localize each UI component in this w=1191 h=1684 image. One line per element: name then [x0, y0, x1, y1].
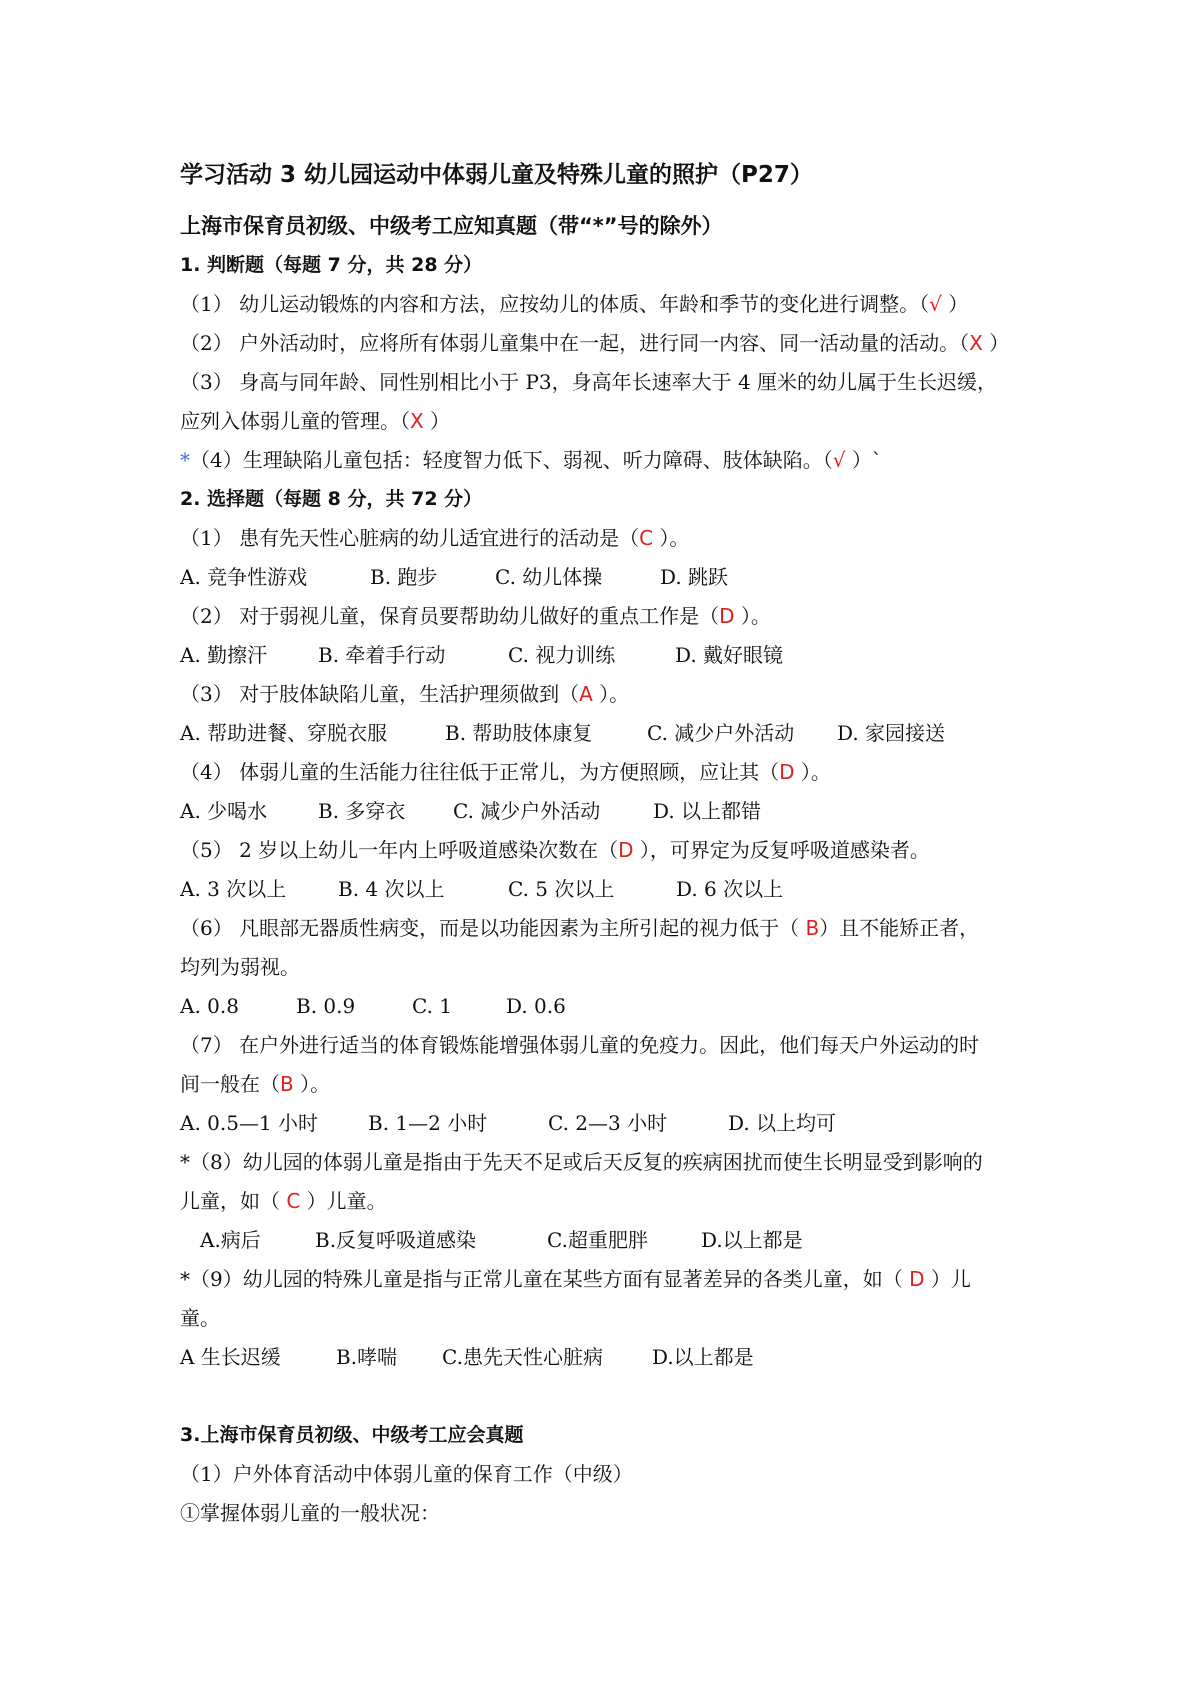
answer-mark: D	[618, 838, 634, 862]
answer-mark: C	[639, 526, 654, 550]
option-b: B. 0.9	[296, 994, 356, 1018]
question-tail: ）。	[734, 604, 771, 628]
section-heading-practical: 3.上海市保育员初级、中级考工应会真题	[180, 1424, 524, 1446]
answer-mark: X	[969, 331, 983, 355]
choice-q4	[180, 757, 831, 787]
answer-mark: X	[410, 409, 424, 433]
choice-q1	[180, 523, 689, 553]
question-tail: ）。	[592, 682, 630, 706]
option-d: D. 戴好眼镜	[675, 643, 784, 667]
question-text: （2） 户外活动时，应将所有体弱儿童集中在一起，进行同一内容、同一活动量的活动。（	[180, 331, 970, 355]
question-text: （5） 2 岁以上幼儿一年内上呼吸道感染次数在（	[180, 838, 619, 862]
question-text: （4） 体弱儿童的生活能力往往低于正常儿，为方便照顾，应让其（	[180, 760, 780, 784]
answer-mark: √	[832, 448, 846, 472]
option-b: B.反复呼吸道感染	[315, 1228, 477, 1252]
section-heading-judgement: 1. 判断题（每题 7 分，共 28 分）	[180, 254, 483, 276]
question-text: （1） 患有先天性心脏病的幼儿适宜进行的活动是（	[180, 526, 640, 550]
option-b: B. 1—2 小时	[368, 1111, 488, 1135]
option-d: D. 以上均可	[728, 1111, 837, 1135]
option-a: A. 竞争性游戏	[180, 565, 308, 589]
option-c: C.超重肥胖	[547, 1228, 648, 1252]
option-c: C. 1	[412, 994, 453, 1018]
question-tail: ）。	[293, 1072, 331, 1096]
option-d: D. 跳跃	[660, 565, 729, 589]
choice-q5	[180, 835, 930, 865]
choice-q9-line2: 童。	[180, 1306, 220, 1330]
option-a: A. 0.8	[180, 994, 239, 1018]
option-b: B. 帮助肢体康复	[445, 721, 593, 745]
option-d: D. 以上都错	[653, 799, 762, 823]
option-b: B. 4 次以上	[338, 877, 445, 901]
choice-q3	[180, 679, 629, 709]
option-d: D.以上都是	[701, 1228, 803, 1252]
practical-item-2: ①掌握体弱儿童的一般状况：	[180, 1501, 440, 1525]
question-text: （2） 对于弱视儿童，保育员要帮助幼儿做好的重点工作是（	[180, 604, 720, 628]
question-text: （1） 幼儿运动锻炼的内容和方法，应按幼儿的体质、年龄和季节的变化进行调整。（	[180, 292, 930, 316]
choice-q9	[180, 1264, 971, 1294]
judgement-q4	[180, 445, 882, 475]
choice-q6	[180, 913, 979, 943]
option-c: C. 幼儿体操	[495, 565, 603, 589]
answer-mark: B	[805, 916, 820, 940]
option-d: D.以上都是	[652, 1345, 754, 1369]
choice-q7-line2	[180, 1069, 330, 1099]
question-text: 应列入体弱儿童的管理。（	[180, 409, 410, 433]
answer-mark: C	[286, 1189, 301, 1213]
answer-mark: D	[719, 604, 735, 628]
option-c: C. 视力训练	[508, 643, 616, 667]
option-a: A.病后	[200, 1228, 261, 1252]
question-text: （3） 对于肢体缺陷儿童，生活护理须做到（	[180, 682, 580, 706]
option-c: C. 5 次以上	[508, 877, 615, 901]
choice-q4-options	[180, 796, 761, 826]
option-a: A. 3 次以上	[180, 877, 287, 901]
choice-q8-line1: *（8）幼儿园的体弱儿童是指由于先天不足或后天反复的疾病困扰而使生长明显受到影响的	[180, 1150, 983, 1174]
option-b: B. 多穿衣	[318, 799, 406, 823]
option-c: C.患先天性心脏病	[442, 1345, 603, 1369]
question-text: 儿童，如（	[180, 1189, 287, 1213]
answer-mark: √	[929, 292, 942, 316]
section-heading-choice: 2. 选择题（每题 8 分，共 72 分）	[180, 488, 483, 510]
option-a: A. 帮助进餐、穿脱衣服	[180, 721, 388, 745]
option-d: D. 6 次以上	[676, 877, 784, 901]
question-tail: ）儿	[924, 1267, 971, 1291]
choice-q1-options	[180, 562, 728, 592]
option-a: A. 少喝水	[180, 799, 268, 823]
question-text: 间一般在（	[180, 1072, 280, 1096]
choice-q6-line2: 均列为弱视。	[180, 955, 300, 979]
question-text: （4）生理缺陷儿童包括：轻度智力低下、弱视、听力障碍、肢体缺陷。（	[190, 448, 833, 472]
option-d: D. 0.6	[506, 994, 566, 1018]
question-tail: ）	[423, 409, 451, 433]
choice-q7-options	[180, 1108, 836, 1138]
choice-q7-line1: （7） 在户外进行适当的体育锻炼能增强体弱儿童的免疫力。因此，他们每天户外运动的时	[180, 1033, 980, 1057]
option-a: A 生长迟缓	[180, 1345, 281, 1369]
choice-q2	[180, 601, 771, 631]
option-c: C. 2—3 小时	[548, 1111, 668, 1135]
question-text: （6） 凡眼部无器质性病变，而是以功能因素为主所引起的视力低于（	[180, 916, 806, 940]
option-c: C. 减少户外活动	[453, 799, 601, 823]
judgement-q2	[180, 328, 1009, 358]
judgement-q3-line2	[180, 406, 450, 436]
choice-q3-options	[180, 718, 945, 748]
choice-q6-options	[180, 991, 566, 1021]
choice-q5-options	[180, 874, 783, 904]
question-tail: ）	[982, 331, 1010, 355]
document-subtitle: 上海市保育员初级、中级考工应知真题（带“*”号的除外）	[180, 214, 723, 238]
choice-q8-line2	[180, 1186, 387, 1216]
question-tail: ），可界定为反复呼吸道感染者。	[633, 838, 930, 862]
question-tail: ）儿童。	[300, 1189, 387, 1213]
judgement-q1	[180, 289, 968, 319]
option-b: B. 跑步	[370, 565, 438, 589]
option-d: D. 家园接送	[837, 721, 946, 745]
option-a: A. 勤擦汗	[180, 643, 268, 667]
option-a: A. 0.5—1 小时	[180, 1111, 319, 1135]
option-c: C. 减少户外活动	[647, 721, 795, 745]
question-tail: ）。	[794, 760, 831, 784]
choice-q2-options	[180, 640, 783, 670]
question-tail: ）。	[653, 526, 690, 550]
option-b: B. 牵着手行动	[318, 643, 446, 667]
judgement-q3-line1: （3） 身高与同年龄、同性别相比小于 P3，身高年长速率大于 4 厘米的幼儿属于生长迟缓，	[180, 370, 998, 394]
answer-mark: A	[579, 682, 593, 706]
answer-mark: D	[779, 760, 795, 784]
option-b: B.哮喘	[336, 1345, 398, 1369]
document-title: 学习活动 3 幼儿园运动中体弱儿童及特殊儿童的照护（P27）	[180, 162, 813, 188]
answer-mark: D	[909, 1267, 925, 1291]
question-tail: ）`	[845, 448, 882, 472]
practical-item-1: （1）户外体育活动中体弱儿童的保育工作（中级）	[180, 1462, 633, 1486]
choice-q9-options	[180, 1342, 754, 1372]
answer-mark: B	[280, 1072, 294, 1096]
choice-q8-options	[200, 1225, 803, 1255]
question-tail: ）且不能矫正者，	[819, 916, 980, 940]
question-tail: ）	[941, 292, 969, 316]
star-marker: *	[180, 448, 190, 472]
question-text: *（9）幼儿园的特殊儿童是指与正常儿童在某些方面有显著差异的各类儿童，如（	[180, 1267, 910, 1291]
